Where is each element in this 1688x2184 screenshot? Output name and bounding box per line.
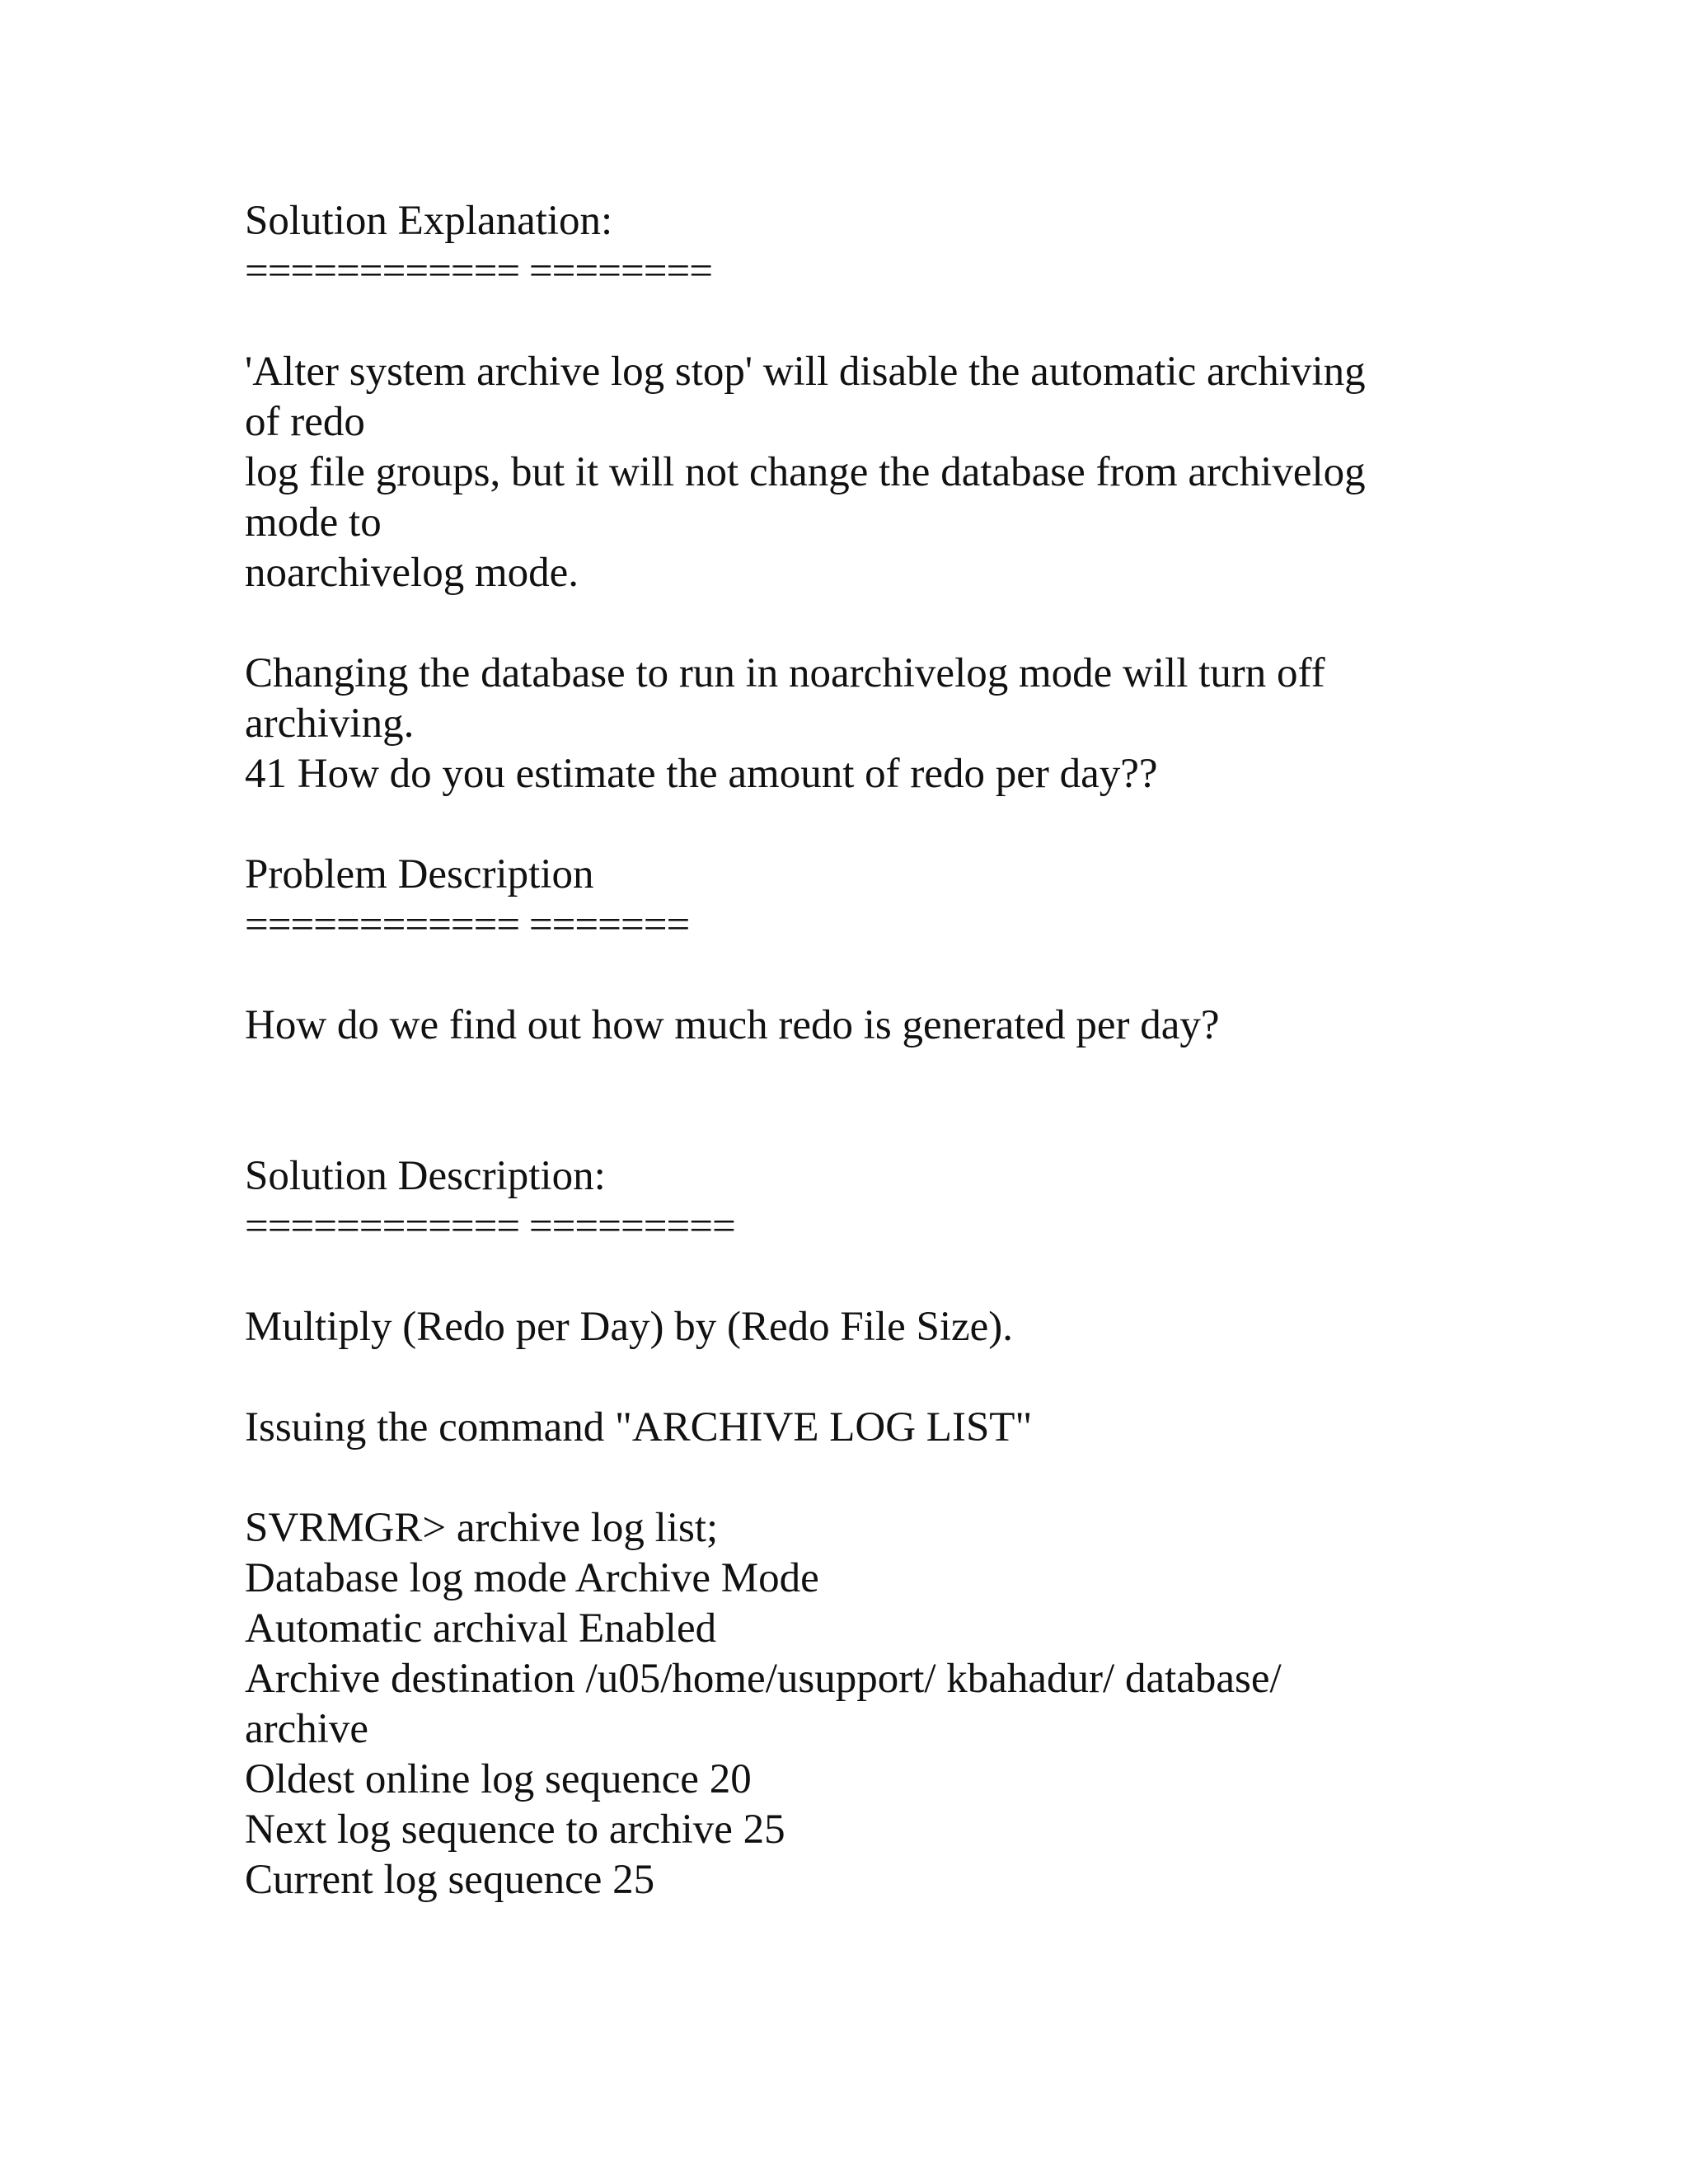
multiply-line: Multiply (Redo per Day) by (Redo File Size). [245,1304,1013,1350]
output-line: Database log mode Archive Mode [245,1555,819,1601]
explanation-line: log file groups, but it will not change the database from archivelog [245,449,1366,495]
explanation-line: mode to [245,499,382,546]
heading-underline: ============ ======== [245,248,712,294]
spacer [245,799,1448,850]
explanation-line: Changing the database to run in noarchivelog mode will turn off [245,650,1325,696]
solution-explanation-heading: Solution Explanation: [245,198,613,244]
spacer [245,1051,1448,1151]
heading-underline: ============ ========= [245,1203,735,1249]
output-line: Next log sequence to archive 25 [245,1807,785,1853]
output-line: Oldest online log sequence 20 [245,1756,752,1802]
spacer [245,1252,1448,1302]
output-line: Current log sequence 25 [245,1857,655,1903]
output-line: SVRMGR> archive log list; [245,1505,719,1551]
problem-description-heading: Problem Description [245,851,594,898]
output-line: Archive destination /u05/home/usupport/ kbahadur/ database/ [245,1656,1282,1702]
heading-underline: ============ ======= [245,902,690,948]
explanation-line: noarchivelog mode. [245,550,579,596]
question-line: 41 How do you estimate the amount of redo per day?? [245,751,1158,797]
document-body [245,196,1448,1905]
explanation-line: archiving. [245,701,415,747]
issuing-line: Issuing the command "ARCHIVE LOG LIST" [245,1404,1033,1451]
problem-text: How do we find out how much redo is generated per day? [245,1002,1220,1048]
explanation-line: 'Alter system archive log stop' will disable the automatic archiving [245,349,1366,395]
output-line: archive [245,1706,369,1752]
explanation-line: of redo [245,399,365,445]
output-line: Automatic archival Enabled [245,1605,717,1652]
spacer [245,1453,1448,1503]
spacer [245,598,1448,649]
solution-description-heading: Solution Description: [245,1153,606,1199]
spacer [245,297,1448,347]
spacer [245,950,1448,1001]
spacer [245,1352,1448,1403]
